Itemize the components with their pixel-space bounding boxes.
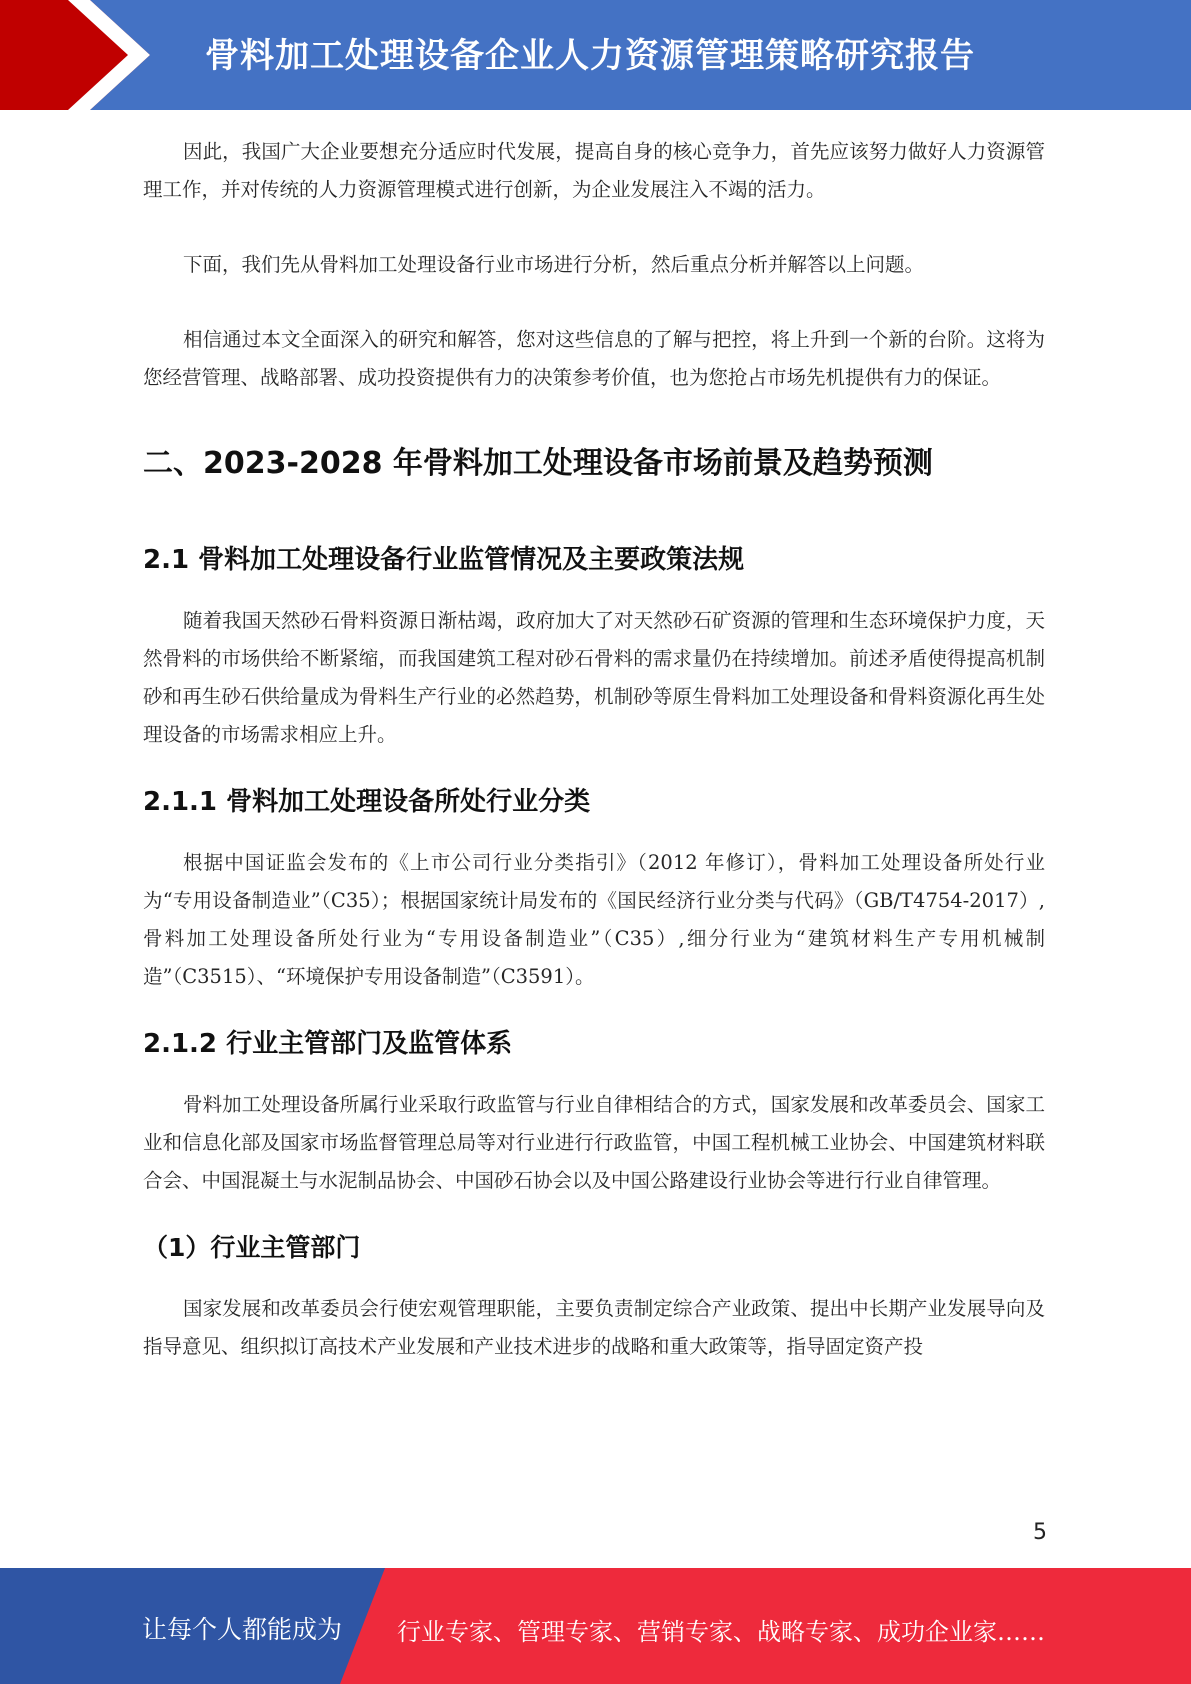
footer-slogan-left: 让每个人都能成为 [142, 1615, 343, 1644]
section-2-1-paragraph: 随着我国天然砂石骨料资源日渐枯竭，政府加大了对天然砂石矿资源的管理和生态环境保护力度，天然骨料的市场供给不断紧缩，而我国建筑工程对砂石骨料的需求量仍在持续增加。前述矛盾使得提高机制砂和再生砂石供给量成为骨料生产行业的必然趋势，机制砂等原生骨料加工处理设备和骨料资源化再生处理设备的市场需求相应上升。 [143, 609, 1045, 746]
section-2-1-1-paragraph: 根据中国证监会发布的《上市公司行业分类指引》（2012 年修订），骨料加工处理设备所处行业为“专用设备制造业”（C35）；根据国家统计局发布的《国民经济行业分类与代码》（GB/T4754-2017）,骨料加工处理设备所处行业为“专用设备制造业”（C35）,细分行业为“建筑材料生产专用机械制造”（C3515）、“环境保护专用设备制造”（C3591）。 [143, 851, 1045, 988]
intro-paragraph-2: 下面，我们先从骨料加工处理设备行业市场进行分析，然后重点分析并解答以上问题。 [183, 253, 925, 276]
section-heading-2-1: 2.1 骨料加工处理设备行业监管情况及主要政策法规 [143, 545, 745, 575]
section-heading-2-1-2: 2.1.2 行业主管部门及监管体系 [143, 1029, 513, 1059]
report-title: 骨料加工处理设备企业人力资源管理策略研究报告 [205, 36, 975, 76]
page-number: 5 [1033, 1520, 1047, 1545]
footer-slogan-right: 行业专家、管理专家、营销专家、战略专家、成功企业家…… [397, 1618, 1045, 1646]
intro-paragraph-3: 相信通过本文全面深入的研究和解答，您对这些信息的了解与把控，将上升到一个新的台阶。这将为您经营管理、战略部署、成功投资提供有力的决策参考价值，也为您抢占市场先机提供有力的保证。 [143, 328, 1045, 389]
section-2-1-2-paragraph: 骨料加工处理设备所属行业采取行政监管与行业自律相结合的方式，国家发展和改革委员会、国家工业和信息化部及国家市场监督管理总局等对行业进行行政监管，中国工程机械工业协会、中国建筑材料联合会、中国混凝土与水泥制品协会、中国砂石协会以及中国公路建设行业协会等进行行业自律管理。 [143, 1093, 1045, 1192]
subsection-heading-1: （1）行业主管部门 [143, 1233, 361, 1262]
subsection-1-paragraph: 国家发展和改革委员会行使宏观管理职能，主要负责制定综合产业政策、提出中长期产业发展导向及指导意见、组织拟订高技术产业发展和产业技术进步的战略和重大政策等，指导固定资产投 [143, 1297, 1045, 1358]
header-red-chevron [0, 0, 150, 110]
section-heading-2-1-1: 2.1.1 骨料加工处理设备所处行业分类 [143, 787, 591, 817]
page-content [143, 133, 1045, 1366]
page-footer [0, 1568, 1191, 1684]
section-heading-2: 二、2023-2028 年骨料加工处理设备市场前景及趋势预测 [143, 446, 933, 481]
intro-paragraph-1: 因此，我国广大企业要想充分适应时代发展，提高自身的核心竞争力，首先应该努力做好人力资源管理工作，并对传统的人力资源管理模式进行创新，为企业发展注入不竭的活力。 [143, 140, 1045, 201]
page-header [0, 0, 1191, 110]
